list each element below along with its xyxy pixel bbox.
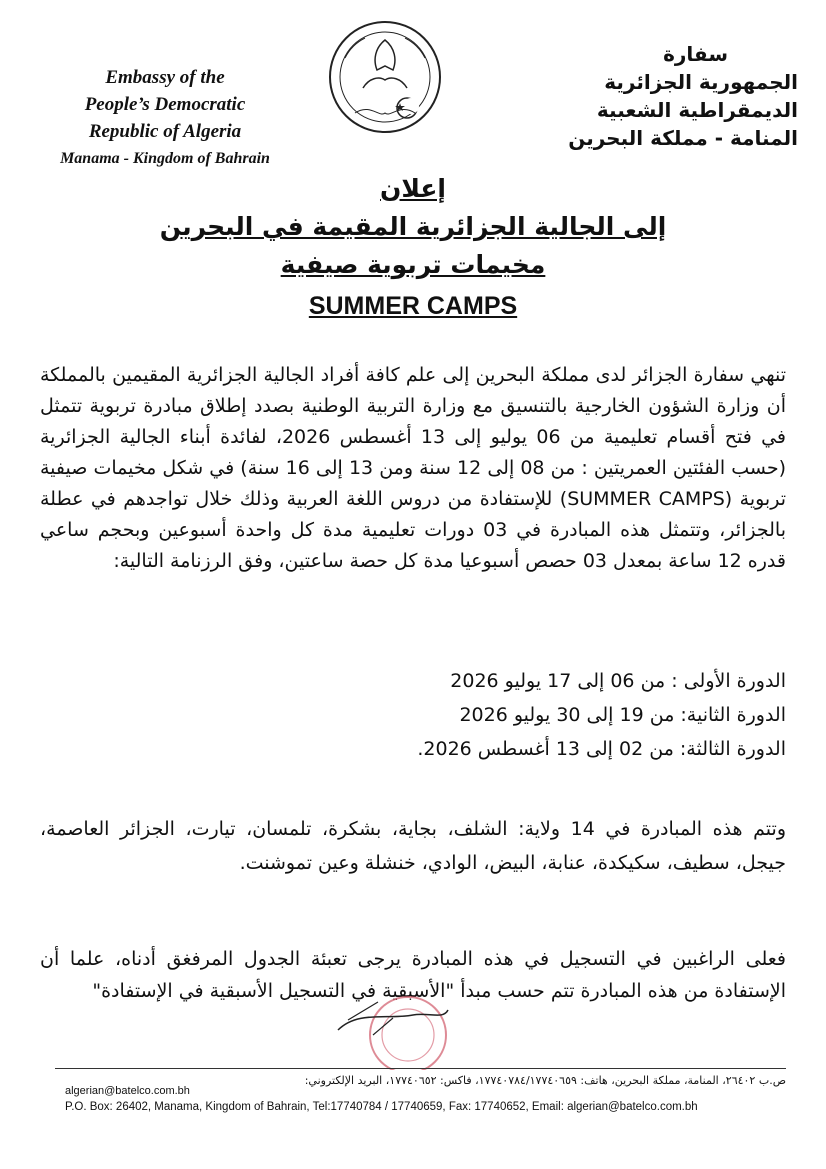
footer-email: algerian@batelco.com.bh [65,1085,190,1097]
footer-address-english: P.O. Box: 26402, Manama, Kingdom of Bahrain, Tel:17740784 / 17740659, Fax: 17740652, Email: algerian@batelco.com.bh [65,1101,698,1113]
header-left-line-4: Manama - Kingdom of Bahrain [60,150,270,167]
provinces-paragraph: وتتم هذه المبادرة في 14 ولاية: الشلف، بجاية، بشكرة، تلمسان، تيارت، الجزائر العاصمة، جيجل، سطيف، سكيكدة، عنابة، البيض، الوادي، خنشلة وعين تموشنت. [40,818,786,874]
algeria-emblem-icon [325,18,445,136]
registration-paragraph: فعلى الراغبين في التسجيل في هذه المبادرة يرجى تعبئة الجدول المرفغق أدناه، علما أن الإستفادة من هذه المبادرة تتم حسب مبدأ "الأسبقية في التسجيل الأسبقية في الإستفادة" [40,948,786,1002]
embassy-name-english [30,64,300,172]
schedule-item: الدورة الثالثة: من 02 إلى 13 أغسطس 2026. [417,738,786,760]
header-right-line-4: المنامة - مملكة البحرين [568,126,798,150]
embassy-name-arabic [498,40,798,152]
header-left-line-3: Republic of Algeria [88,121,242,142]
schedule-item: الدورة الأولى : من 06 إلى 17 يوليو 2026 [450,670,786,692]
footer-divider [55,1068,786,1069]
subject-title-arabic: مخيمات تربوية صيفية [280,250,546,279]
announcement-title: إعلان [380,174,446,203]
official-stamp-icon [318,990,458,1070]
header-left-line-1: Embassy of the [105,67,225,88]
subject-title-english: SUMMER CAMPS [308,292,518,320]
header-right-line-3: الديمقراطية الشعبية [596,98,798,122]
schedule-list [40,664,786,766]
audience-title: إلى الجالية الجزائرية المقيمة في البحرين [159,212,667,241]
header-right-line-1: سفارة [663,42,728,66]
document-titles [0,170,826,326]
footer-address-arabic: ص.ب ٢٦٤٠٢، المنامة، مملكة البحرين، هاتف: ١٧٧٤٠٧٨٤/١٧٧٤٠٦٥٩، فاكس: ١٧٧٤٠٦٥٢، البريد الإلكتروني: [304,1074,786,1087]
header-right-line-2: الجمهورية الجزائرية [604,70,798,94]
header-left-line-2: People’s Democratic [84,94,246,115]
intro-paragraph: تنهي سفارة الجزائر لدى مملكة البحرين إلى علم كافة أفراد الجالية الجزائرية المقيمين بالمملكة أن وزارة الشؤون الخارجية بالتنسيق مع وزارة التربية الوطنية بصدد إطلاق مبادرة تربوية تتمثل في فتح أقسام تعليمية من 06 يوليو إلى 13 أغسطس 2026، لفائدة أبناء الجالية الجزائرية (حسب الفئتين العمريتين : من 08 إلى 12 سنة ومن 13 إلى 16 سنة) في شكل مخيمات صيفية تربوية (SUMMER CAMPS) للإستفادة من دروس اللغة العربية وذلك خلال تواجدهم في عطلة بالجزائر، وتتمثل هذه المبادرة في 03 دورات تعليمية مدة كل واحدة أسبوعين وبحجم ساعي قدره 12 ساعة بمعدل 03 حصص أسبوعيا مدة كل حصة ساعتين، وفق الرزنامة التالية: [40,364,787,572]
schedule-item: الدورة الثانية: من 19 إلى 30 يوليو 2026 [459,704,786,726]
